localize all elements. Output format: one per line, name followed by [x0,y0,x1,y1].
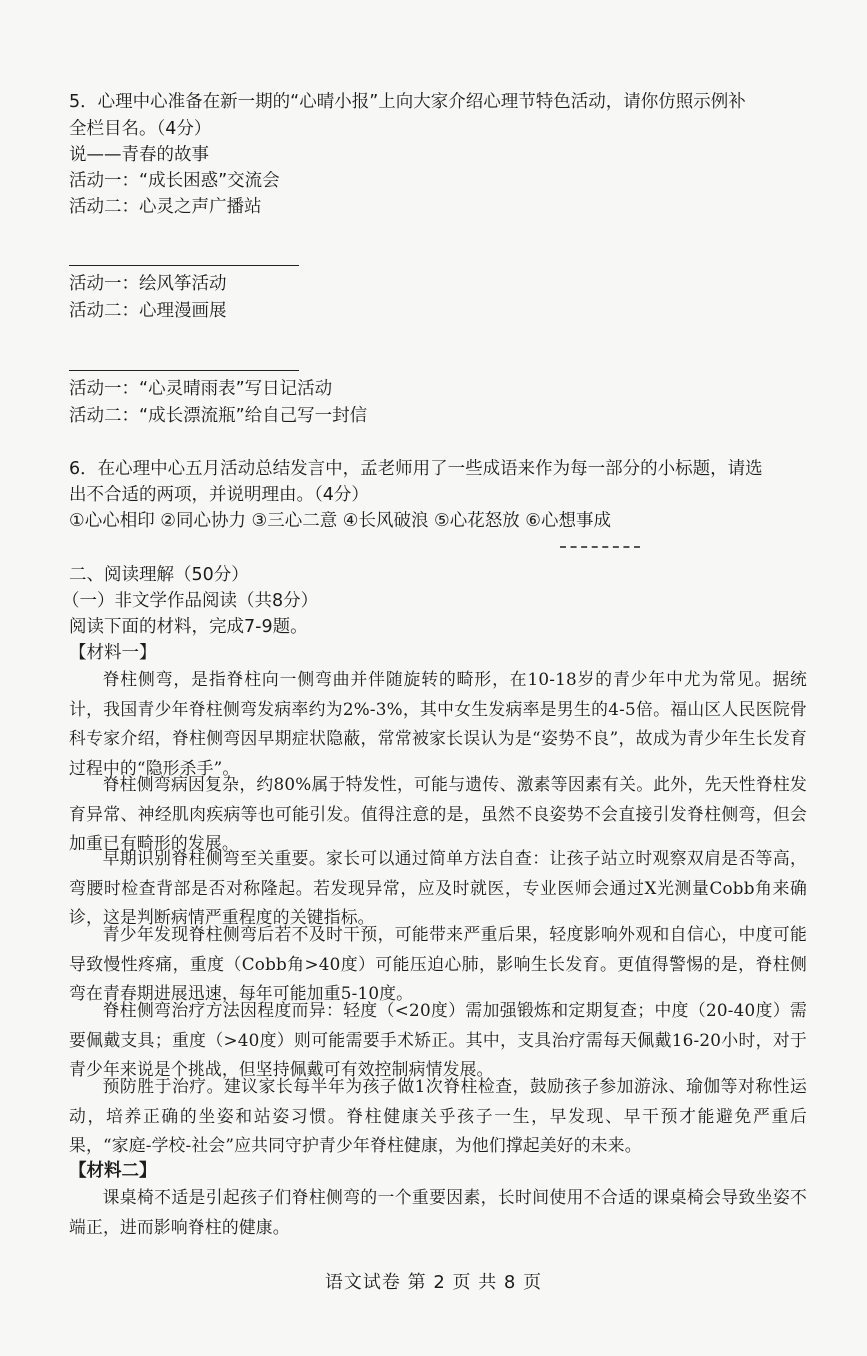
q5-group2-activity-1: 活动一：绘风筝活动 [69,274,227,294]
material1-paragraph: 青少年发现脊柱侧弯后若不及时干预，可能带来严重后果，轻度影响外观和自信心，中度可能导致慢性疼痛，重度（Cobb角>40度）可能压迫心肺，影响生长发育。更值得警惕的是，脊柱侧弯在青春期进展迅速，每年可能加重5-10度。 [69,924,807,1003]
q5-answer-blank-2[interactable] [69,370,299,371]
page-footer: 语文试卷 第 2 页 共 8 页 [324,1272,543,1293]
section2-title: 二、阅读理解（50分） [69,565,249,585]
q6-options: ①心心相印 ②同心协力 ③三心二意 ④长风破浪 ⑤心花怒放 ⑥心想事成 [69,511,611,531]
material1-paragraph: 脊柱侧弯治疗方法因程度而异：轻度（<20度）需加强锻炼和定期复查；中度（20-40度）需要佩戴支具；重度（>40度）则可能需要手术矫正。其中，支具治疗需每天佩戴16-20小时，对于青少年来说是个挑战，但坚持佩戴可有效控制病情发展。 [69,1000,807,1079]
material2-label: 【材料二】 [69,1161,157,1181]
section2-instruction: 阅读下面的材料，完成7-9题。 [69,617,308,637]
q5-group3-activity-1: 活动一：“心灵晴雨表”写日记活动 [69,379,333,399]
q5-example-title: 说——青春的故事 [69,145,209,165]
material1-paragraph: 早期识别脊柱侧弯至关重要。家长可以通过简单方法自查：让孩子站立时观察双肩是否等高，弯腰时检查背部是否对称隆起。若发现异常，应及时就医，专业医师会通过X光测量Cobb角来确诊，这是判断病情严重程度的关键指标。 [69,848,807,927]
q5-line-1: 5．心理中心准备在新一期的“心晴小报”上向大家介绍心理节特色活动，请你仿照示例补 [69,92,746,112]
material1-paragraph: 脊柱侧弯病因复杂，约80%属于特发性，可能与遗传、激素等因素有关。此外，先天性脊柱发育异常、神经肌肉疾病等也可能引发。值得注意的是，虽然不良姿势不会直接引发脊柱侧弯，但会加重已有畸形的发展。 [69,774,807,853]
material1-paragraph: 预防胜于治疗。建议家长每半年为孩子做1次脊柱检查，鼓励孩子参加游泳、瑜伽等对称性运动，培养正确的坐姿和站姿习惯。脊柱健康关乎孩子一生，早发现、早干预才能避免严重后果，“家庭-学校-社会”应共同守护青少年脊柱健康，为他们撑起美好的未来。 [69,1076,807,1155]
material1-paragraph: 脊柱侧弯，是指脊柱向一侧弯曲并伴随旋转的畸形，在10-18岁的青少年中尤为常见。据统计，我国青少年脊柱侧弯发病率约为2%-3%，其中女生发病率是男生的4-5倍。福山区人民医院骨科专家介绍，脊柱侧弯因早期症状隐蔽，常常被家长误认为是“姿势不良”，故成为青少年生长发育过程中的“隐形杀手”。 [69,669,807,778]
q6-line-1: 6．在心理中心五月活动总结发言中，孟老师用了一些成语来作为每一部分的小标题，请选 [69,459,763,479]
q5-example-activity-2: 活动二：心灵之声广播站 [69,197,262,217]
q5-group3-activity-2: 活动二：“成长漂流瓶”给自己写一封信 [69,406,368,426]
q5-group2-activity-2: 活动二：心理漫画展 [69,301,227,321]
q6-line-2: 出不合适的两项，并说明理由。（4分） [69,485,369,505]
material1-label: 【材料一】 [69,643,157,663]
section2-subtitle: （一）非文学作品阅读（共8分） [62,591,319,611]
q5-line-2: 全栏目名。（4分） [69,119,212,139]
material2-paragraph: 课桌椅不适是引起孩子们脊柱侧弯的一个重要因素，长时间使用不合适的课桌椅会导致坐姿不端正，进而影响脊柱的健康。 [69,1187,807,1237]
stray-dash-mark [560,546,640,548]
q5-example-activity-1: 活动一：“成长困惑”交流会 [69,171,280,191]
q5-answer-blank-1[interactable] [69,265,299,266]
